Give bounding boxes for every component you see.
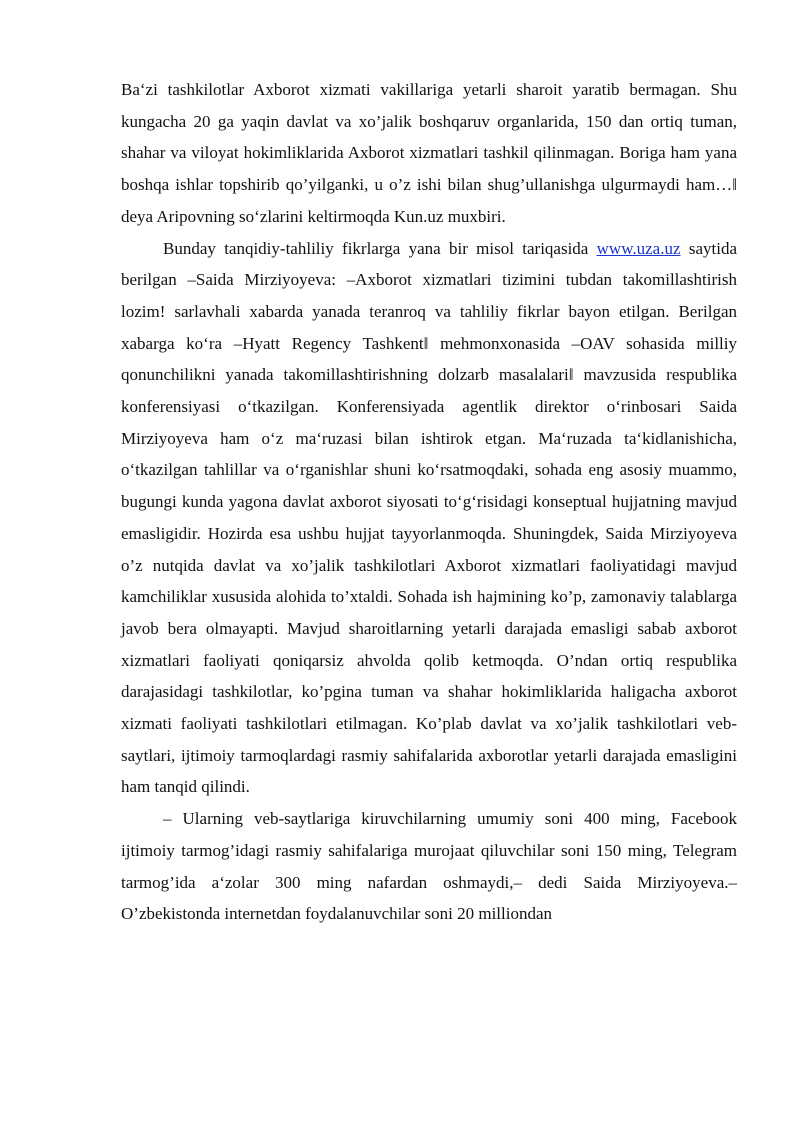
paragraph-report-text: saytida berilgan –Saida Mirziyoyeva: –Axborot xizmatlari tizimini tubdan takomillashtirish lozim! sarlavhali xabarda yanada teranroq va tahliliy fikrlar bayon etilgan. Berilgan xabarga ko‘ra –Hyatt Regency Tashkent‖ mehmonxonasida –OAV sohasida milliy qonunchilikni yanada takomillashtirishning dolzarb masalalari‖ mavzusida respublika konferensiyasi o‘tkazilgan. Konferensiyada agentlik direktor o‘rinbosari Saida Mirziyoyeva ham o‘z ma‘ruzasi bilan ishtirok etgan. Ma‘ruzada ta‘kidlanishicha, o‘tkazilgan tahlillar va o‘rganishlar shuni ko‘rsatmoqdaki, sohada eng asosiy muammo, bugungi kunda yagona davlat axborot siyosati to‘g‘risidagi konseptual hujjatning mavjud emasligidir. Hozirda esa ushbu hujjat tayyorlanmoqda. Shuningdek, Saida Mirziyoyeva o’z nutqida davlat va xo’jalik tashkilotlari Axborot xizmatlari faoliyatidagi mavjud kamchiliklar xususida alohida to’xtaldi. Sohada ish hajmining ko’p, zamonaviy talablarga javob bera olmayapti. Mavjud sharoitlarning yetarli darajada emasligi sabab axborot xizmatlari faoliyati qoniqarsiz ahvolda qolib ketmoqda. O’ndan ortiq respublika darajasidagi tashkilotlar, ko’pgina tuman va shahar hokimliklarida haligacha axborot xizmati faoliyati tashkilotlari etilmagan. Ko’plab davlat va xo’jalik tashkilotlari veb-saytlari, ijtimoiy tarmoqlardagi rasmiy sahifalarida axborotlar yetarli darajada emasligini ham tanqid qilindi. — [121, 238, 737, 797]
paragraph-intro-text: Bunday tanqidiy-tahliliy fikrlarga yana bir misol tariqasida — [163, 238, 597, 258]
paragraph-uza-report — [121, 233, 737, 804]
uza-link[interactable]: www.uza.uz — [596, 238, 681, 258]
paragraph-statistics-quote: – Ularning veb-saytlariga kiruvchilarning umumiy soni 400 ming, Facebook ijtimoiy tarmog’idagi rasmiy sahifalariga murojaat qiluvchilar soni 150 ming, Telegram tarmog’ida a‘zolar 300 ming nafardan oshmaydi,– dedi Saida Mirziyoyeva.– O’zbekistonda internetdan foydalanuvchilar soni 20 milliondan — [121, 809, 737, 924]
document-body — [121, 74, 737, 930]
paragraph-aripov-quote: Ba‘zi tashkilotlar Axborot xizmati vakillariga yetarli sharoit yaratib bermagan. Shu kungacha 20 ga yaqin davlat va xo’jalik boshqaruv organlarida, 150 dan ortiq tuman, shahar va viloyat hokimliklarida Axborot xizmatlari tashkil qilinmagan. Boriga ham yana boshqa ishlar topshirib qo’yilganki, u o’z ishi bilan shug’ullanishga ulgurmaydi ham…‖ deya Aripovning so‘zlarini keltirmoqda Kun.uz muxbiri. — [121, 80, 737, 226]
